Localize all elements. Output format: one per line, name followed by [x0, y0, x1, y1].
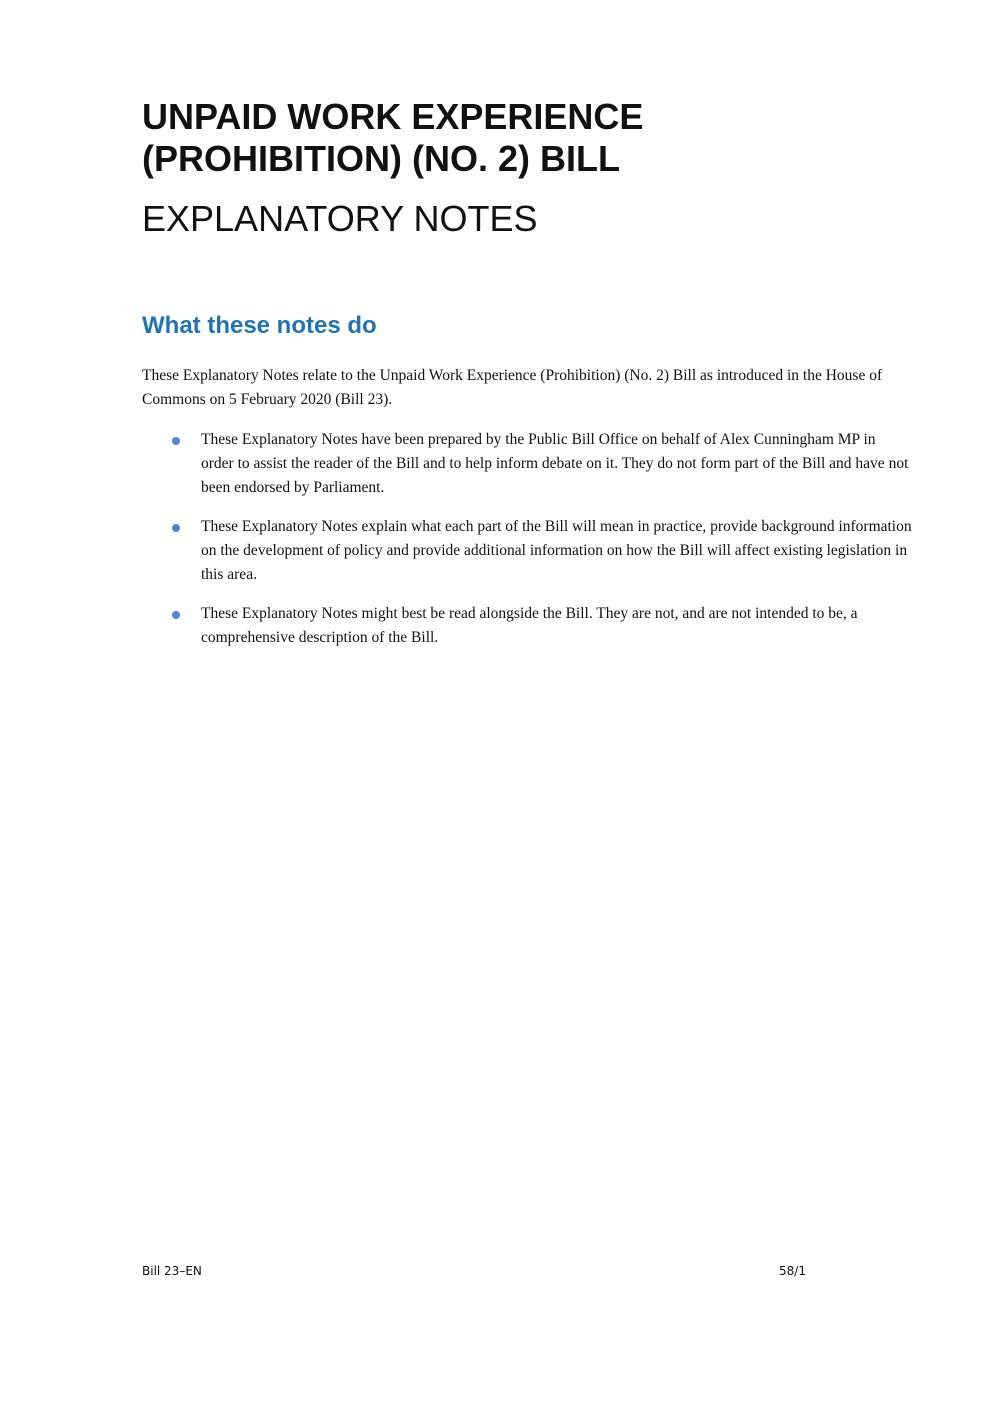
title-line-2: (PROHIBITION) (NO. 2) BILL [142, 138, 620, 179]
bullet-dot-icon [172, 611, 180, 619]
footer-page-code: 58/1 [779, 1264, 806, 1278]
document-subtitle: EXPLANATORY NOTES [142, 198, 538, 239]
intro-paragraph: These Explanatory Notes relate to the Unpaid Work Experience (Prohibition) (No. 2) Bill as introduced in the House of Commons on 5 February 2020 (Bill 23). [142, 367, 883, 408]
footer-bill-reference: Bill 23–EN [142, 1264, 202, 1278]
bullet-dot-icon [172, 524, 180, 532]
bullet-dot-icon [172, 437, 180, 445]
bullet-text: These Explanatory Notes explain what each part of the Bill will mean in practice, provide background information on the development of policy and provide additional information on how the Bill will affect existing legislation in this area. [201, 518, 912, 583]
title-line-1: UNPAID WORK EXPERIENCE [142, 96, 644, 137]
section-heading: What these notes do [142, 312, 377, 339]
bullet-item [142, 515, 912, 587]
bullet-text: These Explanatory Notes might best be read alongside the Bill. They are not, and are not intended to be, a comprehensive description of the Bill. [201, 605, 858, 646]
bullet-item [142, 602, 912, 650]
bullet-item [142, 428, 912, 500]
bullet-list [142, 428, 912, 665]
document-title [142, 96, 862, 180]
bullet-text: These Explanatory Notes have been prepared by the Public Bill Office on behalf of Alex Cunningham MP in order to assist the reader of the Bill and to help inform debate on it. They do not form part of the Bill and have not been endorsed by Parliament. [201, 431, 909, 496]
